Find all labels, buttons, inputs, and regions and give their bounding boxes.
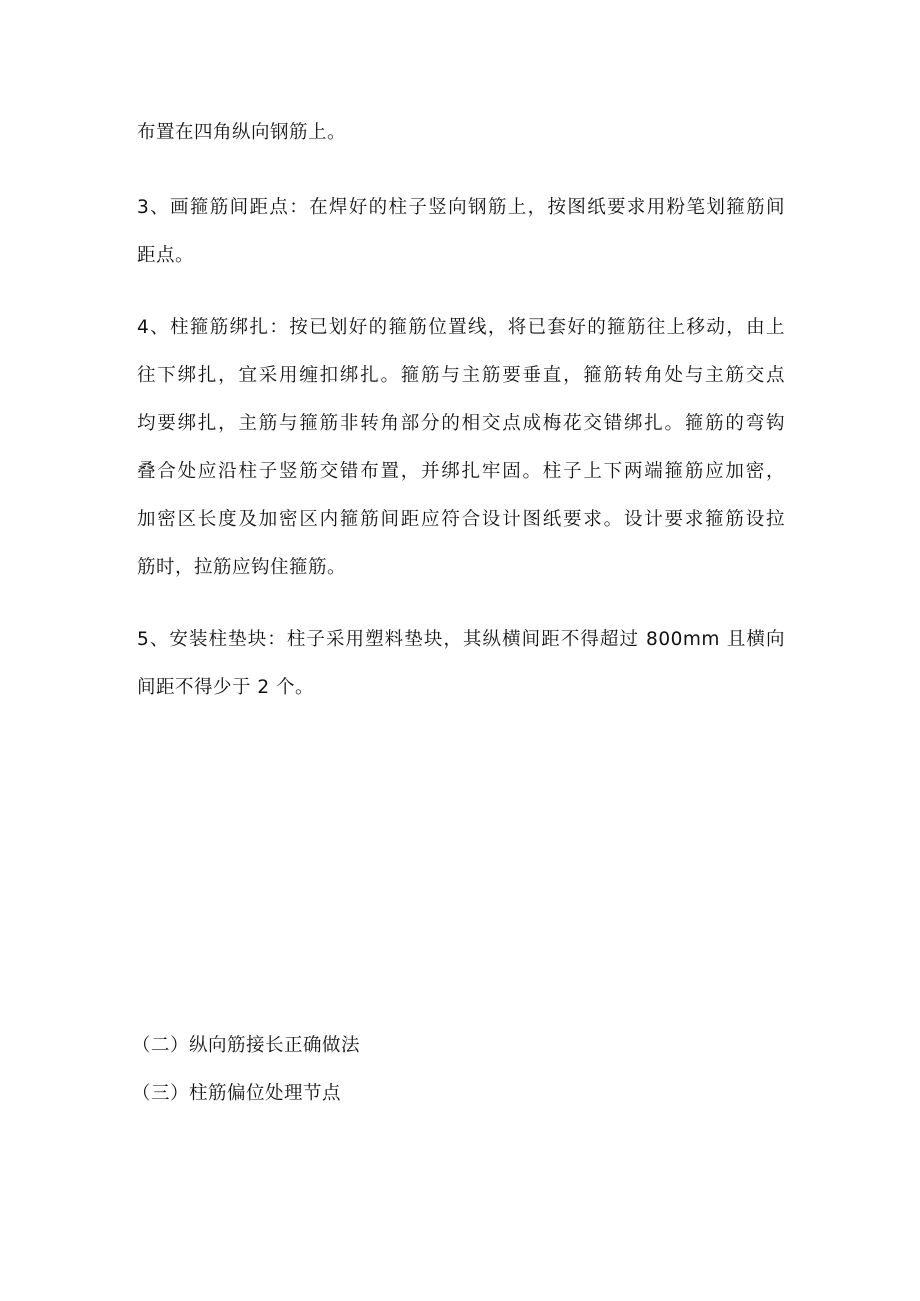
text-line: 5、安装柱垫块：柱子采用塑料垫块，其纵横间距不得超过 800mm 且横向 [137,629,785,650]
text-line: 加密区长度及加密区内箍筋间距应符合设计图纸要求。设计要求箍筋设拉 [137,509,785,530]
section-heading: （三）柱筋偏位处理节点 [132,1083,342,1104]
text-line: 叠合处应沿柱子竖筋交错布置，并绑扎牢固。柱子上下两端箍筋应加密， [137,461,785,482]
text-line: 3、画箍筋间距点：在焊好的柱子竖向钢筋上，按图纸要求用粉笔划箍筋间 [137,197,785,218]
text-line: 间距不得少于 2 个。 [137,677,315,698]
text-line: 距点。 [137,245,195,266]
text-line: 筋时，拉筋应钩住箍筋。 [137,557,347,578]
text-line: 布置在四角纵向钢筋上。 [137,122,347,143]
text-line: 均要绑扎，主筋与箍筋非转角部分的相交点成梅花交错绑扎。箍筋的弯钩 [137,413,785,434]
text-line: 4、柱箍筋绑扎：按已划好的箍筋位置线，将已套好的箍筋往上移动，由上 [137,317,785,338]
section-heading: （二）纵向筋接长正确做法 [132,1035,361,1056]
text-line: 往下绑扎，宜采用缠扣绑扎。箍筋与主筋要垂直，箍筋转角处与主筋交点 [137,365,785,386]
